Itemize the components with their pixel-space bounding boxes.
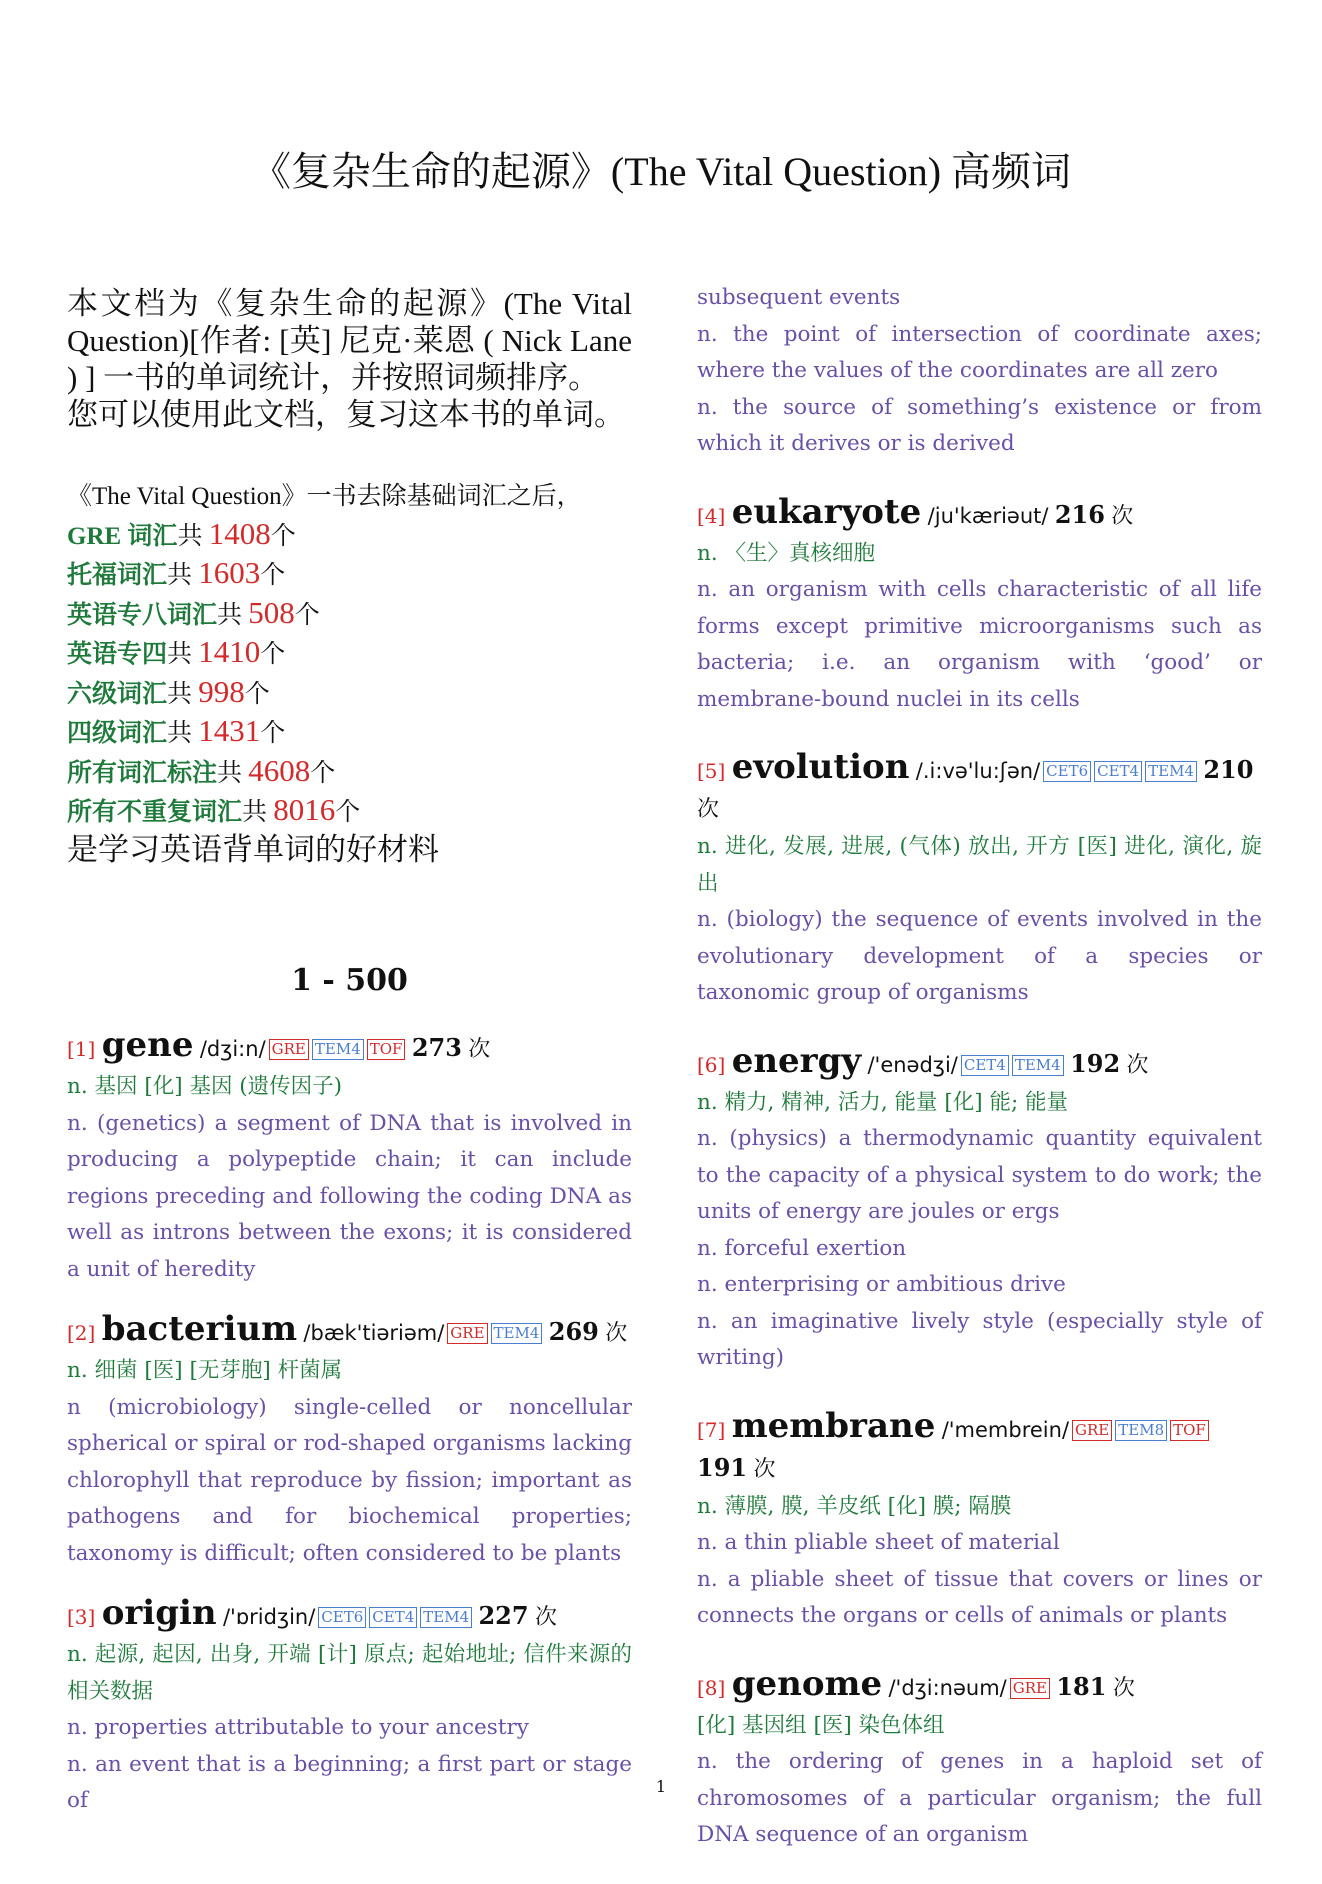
phonetic: /'enədʒi/: [867, 1052, 958, 1077]
word-entry: [697, 1665, 1262, 1854]
english-definition: n. an event that is a beginning; a first part or stage of: [67, 1751, 632, 1813]
phonetic: /.i:və'lu:ʃən/: [915, 759, 1041, 783]
headword: energy: [731, 1040, 862, 1081]
stats-count: 508: [248, 594, 295, 630]
page-number: 1: [655, 1777, 667, 1796]
stats-row: [67, 674, 632, 714]
stats-unit: 个: [310, 759, 336, 787]
right-column: [697, 280, 1262, 1884]
left-column: [67, 285, 632, 1820]
frequency-count: 181: [1056, 1671, 1107, 1701]
headword: genome: [731, 1663, 883, 1704]
exam-tag: CET4: [1094, 761, 1142, 782]
exam-tag: TEM4: [1012, 1055, 1064, 1076]
headword: gene: [101, 1025, 194, 1065]
exam-tag: CET6: [318, 1607, 366, 1628]
entry-index: [3]: [67, 1605, 102, 1629]
english-definition: n. forceful exertion: [697, 1235, 907, 1261]
chinese-definition: n. 基因 [化] 基因 (遗传因子): [67, 1074, 343, 1099]
phonetic: /'membrein/: [941, 1417, 1070, 1442]
frequency-unit: 次: [1111, 503, 1134, 529]
frequency-count: 227: [478, 1601, 529, 1630]
english-definition: n. the source of something’s existence or from which it derives or is derived: [697, 394, 1262, 456]
frequency-unit: 次: [468, 1037, 491, 1062]
stats-row: [67, 555, 632, 595]
headword: bacterium: [101, 1309, 298, 1349]
intro-paragraph-1: 本文档为《复杂生命的起源》(The Vital Question)[作者: [英] 尼克·莱恩 ( Nick Lane ) ] 一书的单词统计，并按照词频排序。: [67, 286, 632, 395]
stats-row: [67, 713, 632, 753]
stats-row: [67, 595, 632, 635]
exam-tag: CET4: [369, 1607, 417, 1628]
frequency-count: 210: [1203, 755, 1254, 784]
exam-tag: CET6: [1043, 761, 1091, 782]
word-entry: [697, 748, 1262, 1012]
chinese-definition: [化] 基因组 [医] 染色体组: [697, 1712, 945, 1738]
stats-mid: 共: [167, 680, 199, 708]
word-entry: [697, 493, 1262, 719]
chinese-definition: n. 薄膜, 膜, 羊皮纸 [化] 膜; 隔膜: [697, 1493, 1012, 1519]
stats-unit: 个: [260, 641, 286, 668]
english-definition: n. an organism with cells characteristic of all life forms except primitive microorganisms such as bacteria; i.e. an organism with ‘good’ or membrane-bound nuclei in its cells: [697, 577, 1262, 712]
frequency-count: 191: [697, 1452, 748, 1482]
stats-row: [67, 792, 632, 832]
frequency-count: 192: [1070, 1048, 1121, 1078]
exam-tag: TEM8: [1115, 1420, 1167, 1441]
chinese-definition: n. 起源, 起因, 出身, 开端 [计] 原点; 起始地址; 信件来源的相关数据: [67, 1642, 632, 1704]
english-definition: n. a pliable sheet of tissue that covers or lines or connects the organs or cells of animals or plants: [697, 1566, 1262, 1628]
exam-tag: TEM4: [420, 1607, 472, 1628]
stats-mid: 共: [217, 759, 249, 787]
entry-head: [697, 493, 1262, 536]
stats-mid: 共: [217, 601, 249, 629]
entry-index: [5]: [697, 759, 732, 783]
stats-label: 四级词汇: [67, 720, 168, 747]
stats-row: [67, 634, 632, 674]
word-entry: [67, 1026, 632, 1288]
chinese-definition: n. 细菌 [医] [无芽胞] 杆菌属: [67, 1358, 343, 1383]
entry-index: [7]: [697, 1417, 732, 1442]
stats-row: [67, 753, 632, 793]
exam-tag: CET4: [961, 1055, 1009, 1076]
entry-head: [697, 1042, 1262, 1085]
stats-mid: 共: [167, 562, 199, 589]
english-definition: n (microbiology) single-celled or noncellular spherical or spiral or rod-shaped organisms lacking chlorophyll that reproduce by fission; important as pathogens and for biochemical properties; taxonomy is difficult; often considered to be plants: [67, 1394, 632, 1566]
english-definition: subsequent events: [697, 285, 901, 310]
stats-mid: 共: [177, 522, 209, 550]
stats-count: 1408: [208, 515, 271, 551]
exam-tag: GRE: [269, 1039, 309, 1060]
stats-count: 1431: [198, 713, 261, 748]
stats-label: 所有不重复词汇: [67, 799, 243, 826]
stats-block: [67, 479, 632, 868]
english-definition: n. enterprising or ambitious drive: [697, 1272, 1066, 1297]
entry-index: [6]: [697, 1052, 732, 1077]
entry-head: [67, 1594, 632, 1637]
exam-tag: TEM4: [491, 1323, 543, 1344]
exam-tag: GRE: [1010, 1678, 1050, 1699]
english-definition: n. the point of intersection of coordinate axes; where the values of the coordinates are all zero: [697, 321, 1262, 383]
stats-count: 4608: [248, 752, 311, 788]
chinese-definition: n. 进化, 发展, 进展, (气体) 放出, 开方 [医] 进化, 演化, 旋出: [697, 834, 1262, 896]
phonetic: /'dʒi:nəum/: [888, 1675, 1007, 1700]
stats-count: 8016: [273, 792, 336, 827]
stats-unit: 个: [260, 720, 286, 747]
phonetic: /dʒi:n/: [199, 1037, 266, 1061]
word-entry: [697, 1407, 1262, 1635]
stats-count: 998: [198, 673, 245, 709]
english-definition: n. an imaginative lively style (especially style of writing): [697, 1308, 1262, 1370]
entry-head: [67, 1026, 632, 1069]
stats-count: 1410: [198, 634, 261, 669]
stats-label: 托福词汇: [67, 562, 168, 589]
stats-row: [67, 516, 632, 556]
word-entry: [67, 1310, 632, 1572]
frequency-unit: 次: [753, 1456, 776, 1482]
stats-closing: 是学习英语背单词的好材料: [67, 831, 439, 867]
english-definition: n. (physics) a thermodynamic quantity equivalent to the capacity of a physical system to do work; the units of energy are joules or ergs: [697, 1126, 1262, 1224]
english-definition: n. (genetics) a segment of DNA that is involved in producing a polypeptide chain; it can include regions preceding and following the coding DNA as well as introns between the exons; it is considered a unit of heredity: [67, 1110, 632, 1282]
headword: membrane: [731, 1405, 936, 1446]
entry-index: [8]: [697, 1675, 732, 1700]
chinese-definition: n. 〈生〉真核细胞: [697, 540, 876, 566]
entry-head: [67, 1310, 632, 1353]
word-entry-continued: [697, 280, 1262, 463]
exam-tag: TOF: [367, 1039, 406, 1060]
english-definition: n. a thin pliable sheet of material: [697, 1530, 1060, 1555]
stats-unit: 个: [244, 680, 270, 708]
frequency-unit: 次: [697, 797, 720, 822]
entry-head: [697, 748, 1262, 829]
headword: origin: [101, 1593, 217, 1633]
exam-tag: TEM4: [312, 1039, 364, 1060]
stats-unit: 个: [260, 562, 286, 589]
stats-lead: 《The Vital Question》一书去除基础词汇之后，: [67, 483, 582, 510]
stats-unit: 个: [270, 522, 296, 550]
english-definition: n. the ordering of genes in a haploid set of chromosomes of a particular organism; the full DNA sequence of an organism: [697, 1749, 1262, 1847]
stats-unit: 个: [294, 601, 320, 629]
stats-mid: 共: [167, 720, 199, 747]
range-heading: 1 - 500: [291, 963, 408, 998]
entry-head: [697, 1665, 1262, 1708]
stats-mid: 共: [242, 799, 274, 826]
frequency-count: 269: [548, 1317, 599, 1346]
intro: [67, 285, 632, 433]
exam-tag: GRE: [1072, 1420, 1112, 1441]
stats-unit: 个: [335, 799, 361, 826]
stats-label: 六级词汇: [67, 680, 168, 708]
stats-label: 英语专四: [67, 641, 168, 668]
frequency-count: 273: [411, 1033, 462, 1062]
entry-index: [2]: [67, 1321, 102, 1345]
frequency-unit: 次: [1112, 1675, 1135, 1701]
intro-paragraph-2: 您可以使用此文档，复习这本书的单词。: [67, 397, 625, 432]
stats-label: 英语专八词汇: [67, 601, 218, 629]
stats-count: 1603: [198, 555, 261, 590]
headword: eukaryote: [731, 491, 922, 532]
exam-tag: GRE: [447, 1323, 487, 1344]
frequency-count: 216: [1054, 499, 1105, 529]
headword: evolution: [731, 747, 910, 787]
english-definition: n. properties attributable to your ancestry: [67, 1715, 529, 1740]
frequency-unit: 次: [605, 1321, 628, 1346]
exam-tag: TEM4: [1145, 761, 1197, 782]
stats-label: 所有词汇标注: [67, 759, 218, 787]
phonetic: /'ɒridʒin/: [222, 1605, 316, 1629]
stats-mid: 共: [167, 641, 199, 668]
phonetic: /bæk'tiəriəm/: [303, 1321, 445, 1345]
entry-index: [4]: [697, 503, 732, 528]
entry-head: [697, 1407, 1262, 1489]
entry-index: [1]: [67, 1037, 102, 1061]
chinese-definition: n. 精力, 精神, 活力, 能量 [化] 能; 能量: [697, 1089, 1069, 1115]
english-definition: n. (biology) the sequence of events involved in the evolutionary development of a species or taxonomic group of organisms: [697, 907, 1262, 1005]
page-title: 《复杂生命的起源》(The Vital Question) 高频词: [250, 149, 1072, 194]
frequency-unit: 次: [534, 1605, 557, 1630]
phonetic: /ju'kæriəut/: [927, 503, 1049, 528]
frequency-unit: 次: [1126, 1052, 1149, 1078]
stats-label: GRE 词汇: [67, 522, 178, 550]
exam-tag: TOF: [1170, 1420, 1209, 1441]
word-entry: [697, 1042, 1262, 1377]
